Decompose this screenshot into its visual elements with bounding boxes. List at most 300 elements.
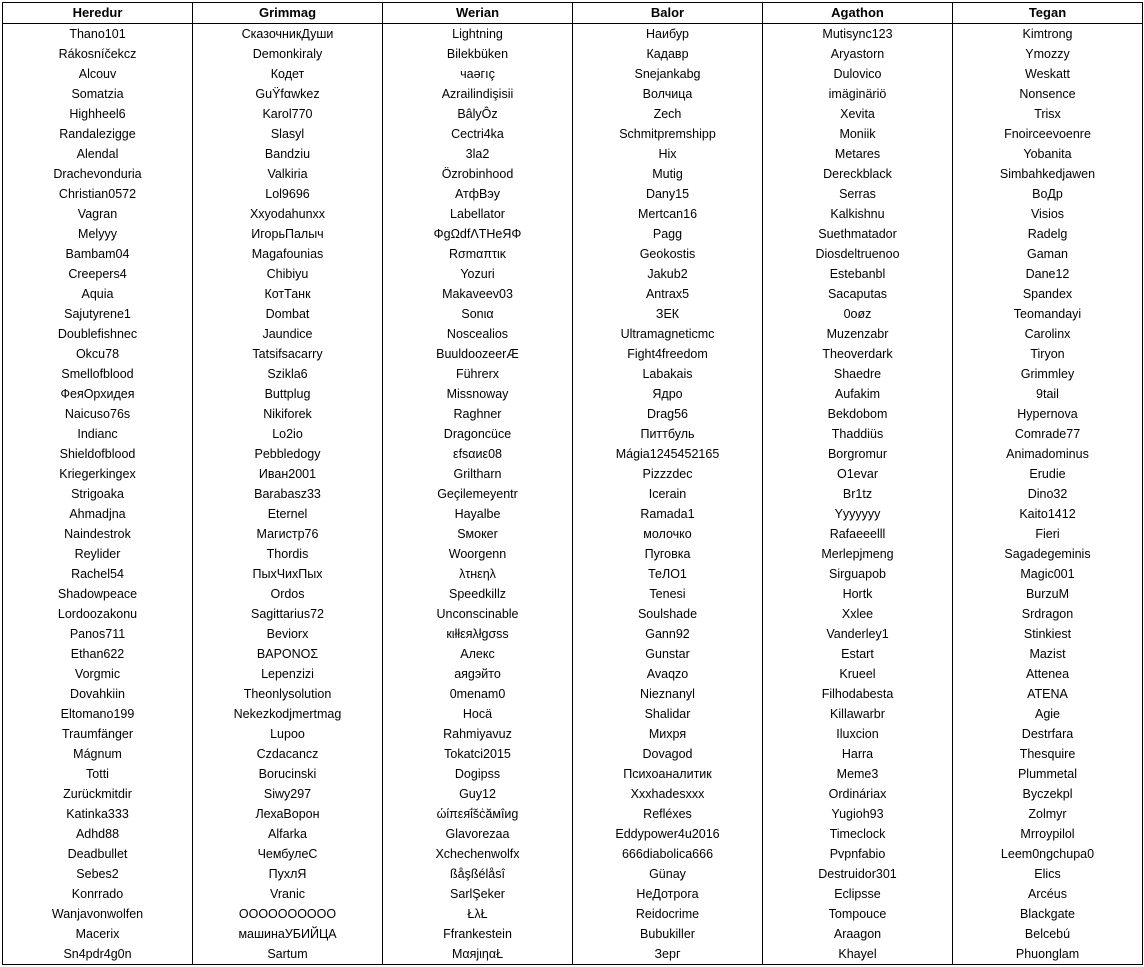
table-row <box>3 744 1143 764</box>
table-cell: Нocä <box>383 704 573 724</box>
table-cell: Beviorx <box>193 624 383 644</box>
table-cell: GuŸfαwkez <box>193 84 383 104</box>
table-cell: Buttplug <box>193 384 383 404</box>
table-cell: Nikiforek <box>193 404 383 424</box>
table-cell: Aquia <box>3 284 193 304</box>
table-cell: Alfarka <box>193 824 383 844</box>
table-cell: Shalidar <box>573 704 763 724</box>
table-cell: Glavorezaa <box>383 824 573 844</box>
table-cell: Зерг <box>573 944 763 965</box>
table-cell: Кадавр <box>573 44 763 64</box>
table-cell: Vranic <box>193 884 383 904</box>
table-cell: Aufakim <box>763 384 953 404</box>
table-cell: Destrfara <box>953 724 1143 744</box>
table-cell: Shieldofblood <box>3 444 193 464</box>
table-cell: Thaddiüs <box>763 424 953 444</box>
table-row <box>3 184 1143 204</box>
table-cell: Mazist <box>953 644 1143 664</box>
table-cell: Eternel <box>193 504 383 524</box>
table-cell: Traumfänger <box>3 724 193 744</box>
table-row <box>3 404 1143 424</box>
table-cell: Missnoway <box>383 384 573 404</box>
column-header-heredur: Heredur <box>3 3 193 24</box>
table-cell: Destruidor301 <box>763 864 953 884</box>
table-cell: ßåşßélåsî <box>383 864 573 884</box>
table-cell: ЗЕК <box>573 304 763 324</box>
table-cell: ИгорьПалыч <box>193 224 383 244</box>
table-cell: Plummetal <box>953 764 1143 784</box>
table-cell: Jaundice <box>193 324 383 344</box>
table-cell: Günay <box>573 864 763 884</box>
table-cell: Trisx <box>953 104 1143 124</box>
table-cell: Ffrankestein <box>383 924 573 944</box>
table-cell: ŁλŁ <box>383 904 573 924</box>
table-cell: Zolmyr <box>953 804 1143 824</box>
table-cell: Meme3 <box>763 764 953 784</box>
table-cell: Naindestrok <box>3 524 193 544</box>
table-cell: Diosdeltruenoo <box>763 244 953 264</box>
table-cell: Sonια <box>383 304 573 324</box>
table-cell: Melyyy <box>3 224 193 244</box>
table-cell: Nekezkodjmertmag <box>193 704 383 724</box>
table-cell: 9tail <box>953 384 1143 404</box>
table-cell: Filhodabesta <box>763 684 953 704</box>
table-cell: Chibiyu <box>193 264 383 284</box>
table-cell: Fieri <box>953 524 1143 544</box>
table-cell: Mutig <box>573 164 763 184</box>
table-cell: Ethan622 <box>3 644 193 664</box>
table-cell: Sмокеr <box>383 524 573 544</box>
table-cell: Kriegerkingex <box>3 464 193 484</box>
table-cell: Harra <box>763 744 953 764</box>
table-cell: Jakub2 <box>573 264 763 284</box>
table-row <box>3 904 1143 924</box>
table-cell: Raghner <box>383 404 573 424</box>
table-cell: Leem0ngchupa0 <box>953 844 1143 864</box>
table-cell: Iluxcion <box>763 724 953 744</box>
table-cell: Stinkiest <box>953 624 1143 644</box>
table-cell: Drachevonduria <box>3 164 193 184</box>
table-cell: Panos711 <box>3 624 193 644</box>
table-cell: аяgэйто <box>383 664 573 684</box>
table-cell: Пуговка <box>573 544 763 564</box>
table-row <box>3 144 1143 164</box>
table-row <box>3 844 1143 864</box>
table-cell: Highheel6 <box>3 104 193 124</box>
table-cell: Sartum <box>193 944 383 965</box>
table-cell: Unconscinable <box>383 604 573 624</box>
table-cell: Karol770 <box>193 104 383 124</box>
table-cell: Barabasz33 <box>193 484 383 504</box>
table-cell: Macerix <box>3 924 193 944</box>
table-cell: Mrroypilol <box>953 824 1143 844</box>
table-cell: εfsαиε08 <box>383 444 573 464</box>
table-cell: Geokostis <box>573 244 763 264</box>
table-cell: Kimtrong <box>953 24 1143 45</box>
table-cell: Rσmαπτικ <box>383 244 573 264</box>
table-cell: Arcéus <box>953 884 1143 904</box>
table-cell: Srdragon <box>953 604 1143 624</box>
table-cell: ЛехаВорон <box>193 804 383 824</box>
table-row <box>3 564 1143 584</box>
table-row <box>3 664 1143 684</box>
table-cell: Magic001 <box>953 564 1143 584</box>
table-row <box>3 84 1143 104</box>
table-cell: Labakais <box>573 364 763 384</box>
table-cell: Byczekpl <box>953 784 1143 804</box>
table-cell: ФеяОрхидея <box>3 384 193 404</box>
column-header-grimmag: Grimmag <box>193 3 383 24</box>
table-cell: Speedkillz <box>383 584 573 604</box>
table-cell: Thordis <box>193 544 383 564</box>
table-cell: Eclipsse <box>763 884 953 904</box>
table-cell: Sn4pdr4g0n <box>3 944 193 965</box>
table-cell: Sirguapob <box>763 564 953 584</box>
table-cell: Antrax5 <box>573 284 763 304</box>
table-cell: Кодет <box>193 64 383 84</box>
table-cell: Wanjavonwolfen <box>3 904 193 924</box>
table-cell: Katinka333 <box>3 804 193 824</box>
table-body <box>3 24 1143 965</box>
table-cell: O1evar <box>763 464 953 484</box>
table-cell: Geçilemeyentr <box>383 484 573 504</box>
table-cell: Yobanita <box>953 144 1143 164</box>
table-cell: 3la2 <box>383 144 573 164</box>
table-cell: imäginäriö <box>763 84 953 104</box>
table-cell: СказочникДуши <box>193 24 383 45</box>
table-cell: Theoverdark <box>763 344 953 364</box>
table-cell: Krueel <box>763 664 953 684</box>
table-cell: Ordos <box>193 584 383 604</box>
table-cell: Belcebú <box>953 924 1143 944</box>
column-header-balor: Balor <box>573 3 763 24</box>
table-row <box>3 884 1143 904</box>
table-cell: Tompouce <box>763 904 953 924</box>
table-row <box>3 204 1143 224</box>
table-row <box>3 124 1143 144</box>
table-cell: Dragoncüce <box>383 424 573 444</box>
table-cell: ВоДр <box>953 184 1143 204</box>
table-header <box>3 3 1143 24</box>
table-cell: Reidocrime <box>573 904 763 924</box>
table-cell: Spandex <box>953 284 1143 304</box>
table-row <box>3 244 1143 264</box>
table-cell: Animadominus <box>953 444 1143 464</box>
table-cell: Rákosníčekcz <box>3 44 193 64</box>
table-cell: Magafounias <box>193 244 383 264</box>
table-cell: Pebbledogy <box>193 444 383 464</box>
table-cell: Lo2io <box>193 424 383 444</box>
table-row <box>3 484 1143 504</box>
table-cell: Xxxhadesxxx <box>573 784 763 804</box>
table-cell: Drag56 <box>573 404 763 424</box>
column-header-agathon: Agathon <box>763 3 953 24</box>
table-cell: Bubukiller <box>573 924 763 944</box>
column-header-tegan: Tegan <box>953 3 1143 24</box>
table-cell: Lightning <box>383 24 573 45</box>
table-cell: Azrailindişisii <box>383 84 573 104</box>
table-cell: Snejankabg <box>573 64 763 84</box>
table-cell: Sagadegeminis <box>953 544 1143 564</box>
table-row <box>3 784 1143 804</box>
table-cell: Alendal <box>3 144 193 164</box>
table-cell: Ramada1 <box>573 504 763 524</box>
table-cell: Özrobinhood <box>383 164 573 184</box>
table-row <box>3 604 1143 624</box>
table-cell: Eddypower4u2016 <box>573 824 763 844</box>
table-cell: Pvpnfabio <box>763 844 953 864</box>
table-cell: Rafaeeelll <box>763 524 953 544</box>
table-cell: ΒΑΡΟΝΟΣ <box>193 644 383 664</box>
table-cell: Borucinski <box>193 764 383 784</box>
table-cell: Dino32 <box>953 484 1143 504</box>
table-cell: Fight4freedom <box>573 344 763 364</box>
table-row <box>3 324 1143 344</box>
table-cell: Alcouv <box>3 64 193 84</box>
table-cell: КотТанк <box>193 284 383 304</box>
table-cell: Konrrado <box>3 884 193 904</box>
table-cell: Eltomano199 <box>3 704 193 724</box>
table-cell: Naicuso76s <box>3 404 193 424</box>
table-cell: Sacaputas <box>763 284 953 304</box>
table-cell: машинаУБИЙЦА <box>193 924 383 944</box>
table-row <box>3 104 1143 124</box>
table-cell: Ultramagneticmc <box>573 324 763 344</box>
table-cell: Gann92 <box>573 624 763 644</box>
table-cell: Thesquire <box>953 744 1143 764</box>
table-cell: OOOOOOOOOO <box>193 904 383 924</box>
table-cell: Smellofblood <box>3 364 193 384</box>
table-cell: Lupoo <box>193 724 383 744</box>
table-cell: кιłłεяλłgσss <box>383 624 573 644</box>
table-cell: Deadbullet <box>3 844 193 864</box>
table-cell: Demonkiraly <box>193 44 383 64</box>
table-cell: Sebes2 <box>3 864 193 884</box>
table-cell: Icerain <box>573 484 763 504</box>
table-cell: Refléxes <box>573 804 763 824</box>
table-row <box>3 364 1143 384</box>
table-cell: Avaqzo <box>573 664 763 684</box>
table-cell: Yugioh93 <box>763 804 953 824</box>
table-cell: Xxlee <box>763 604 953 624</box>
table-cell: 666diabolica666 <box>573 844 763 864</box>
table-cell: ЧембулеС <box>193 844 383 864</box>
table-cell: Reylider <box>3 544 193 564</box>
table-cell: Agie <box>953 704 1143 724</box>
table-cell: Soulshade <box>573 604 763 624</box>
table-cell: Okcu78 <box>3 344 193 364</box>
table-cell: Shaedre <box>763 364 953 384</box>
table-cell: Yyyyyyy <box>763 504 953 524</box>
table-cell: Zurückmitdir <box>3 784 193 804</box>
table-cell: Schmitpremshipp <box>573 124 763 144</box>
table-cell: Valkiria <box>193 164 383 184</box>
names-table <box>2 2 1143 965</box>
table-cell: Dane12 <box>953 264 1143 284</box>
table-cell: Tenesi <box>573 584 763 604</box>
table-row <box>3 424 1143 444</box>
table-cell: Suethmatador <box>763 224 953 244</box>
table-cell: Thano101 <box>3 24 193 45</box>
table-cell: Dovahkiin <box>3 684 193 704</box>
table-row <box>3 624 1143 644</box>
table-row <box>3 524 1143 544</box>
table-cell: Dereckblack <box>763 164 953 184</box>
table-cell: Comrade77 <box>953 424 1143 444</box>
table-cell: Aryastorn <box>763 44 953 64</box>
table-cell: Dombat <box>193 304 383 324</box>
table-row <box>3 384 1143 404</box>
table-cell: Gaman <box>953 244 1143 264</box>
table-cell: Nonsence <box>953 84 1143 104</box>
table-cell: Estart <box>763 644 953 664</box>
table-row <box>3 764 1143 784</box>
table-row <box>3 224 1143 244</box>
table-cell: Fnoirceevoenre <box>953 124 1143 144</box>
table-cell: Christian0572 <box>3 184 193 204</box>
table-cell: Rahmiyavuz <box>383 724 573 744</box>
table-cell: BâlyÔz <box>383 104 573 124</box>
table-cell: ώίπεяΐšċăмîиg <box>383 804 573 824</box>
table-cell: Guy12 <box>383 784 573 804</box>
table-cell: Labellator <box>383 204 573 224</box>
table-cell: Pizzzdec <box>573 464 763 484</box>
table-row <box>3 304 1143 324</box>
table-cell: Carolinx <box>953 324 1143 344</box>
table-row <box>3 644 1143 664</box>
table-cell: Szikla6 <box>193 364 383 384</box>
table-cell: Vorgmic <box>3 664 193 684</box>
table-cell: Creepers4 <box>3 264 193 284</box>
table-row <box>3 464 1143 484</box>
table-cell: Attenea <box>953 664 1143 684</box>
table-cell: Иван2001 <box>193 464 383 484</box>
table-cell: АтфВэу <box>383 184 573 204</box>
table-cell: Timeclock <box>763 824 953 844</box>
column-header-werian: Werian <box>383 3 573 24</box>
table-cell: Xevita <box>763 104 953 124</box>
table-cell: ТеЛО1 <box>573 564 763 584</box>
table-cell: Metares <box>763 144 953 164</box>
table-cell: Weskatt <box>953 64 1143 84</box>
table-cell: Randalezigge <box>3 124 193 144</box>
table-row <box>3 164 1143 184</box>
table-cell: Borgromur <box>763 444 953 464</box>
table-cell: Rachel54 <box>3 564 193 584</box>
table-cell: Dulovico <box>763 64 953 84</box>
table-cell: Zech <box>573 104 763 124</box>
table-cell: BuuldoozeerÆ <box>383 344 573 364</box>
table-cell: Hortk <box>763 584 953 604</box>
table-cell: Griltharn <box>383 464 573 484</box>
table-cell: Führerx <box>383 364 573 384</box>
table-cell: Teomandayi <box>953 304 1143 324</box>
table-cell: Nieznanyl <box>573 684 763 704</box>
table-cell: Yozuri <box>383 264 573 284</box>
table-cell: Ordináriax <box>763 784 953 804</box>
table-cell: Hayalbe <box>383 504 573 524</box>
table-cell: чаәгıç <box>383 64 573 84</box>
table-cell: Hypernova <box>953 404 1143 424</box>
table-cell: Наибур <box>573 24 763 45</box>
table-cell: Shadowpeace <box>3 584 193 604</box>
table-cell: Totti <box>3 764 193 784</box>
table-row <box>3 344 1143 364</box>
table-row <box>3 584 1143 604</box>
table-cell: Михря <box>573 724 763 744</box>
table-cell: Adhd88 <box>3 824 193 844</box>
table-cell: Vanderley1 <box>763 624 953 644</box>
table-cell: молочко <box>573 524 763 544</box>
table-cell: Dany15 <box>573 184 763 204</box>
table-cell: ΦgΩdfΛTHeЯΦ <box>383 224 573 244</box>
table-cell: Doublefishnec <box>3 324 193 344</box>
table-cell: Killawarbr <box>763 704 953 724</box>
table-cell: ПыхЧихПых <box>193 564 383 584</box>
table-cell: Bandziu <box>193 144 383 164</box>
table-cell: Lepenzizi <box>193 664 383 684</box>
table-cell: λτнεηλ <box>383 564 573 584</box>
table-cell: Магистр76 <box>193 524 383 544</box>
table-cell: Strigoaka <box>3 484 193 504</box>
table-row <box>3 804 1143 824</box>
table-cell: Serras <box>763 184 953 204</box>
table-cell: Merlepjmeng <box>763 544 953 564</box>
table-cell: Ядро <box>573 384 763 404</box>
table-cell: Bekdobom <box>763 404 953 424</box>
table-row <box>3 724 1143 744</box>
table-cell: Pagg <box>573 224 763 244</box>
table-cell: Estebanbl <box>763 264 953 284</box>
table-cell: Tiryon <box>953 344 1143 364</box>
table-row <box>3 824 1143 844</box>
table-cell: Cectri4ka <box>383 124 573 144</box>
table-cell: Phuonglam <box>953 944 1143 965</box>
table-cell: Br1tz <box>763 484 953 504</box>
table-cell: Dovagod <box>573 744 763 764</box>
table-cell: Vagran <box>3 204 193 224</box>
table-cell: Mágnum <box>3 744 193 764</box>
table-cell: Xchechenwolfx <box>383 844 573 864</box>
table-cell: Radelg <box>953 224 1143 244</box>
table-cell: Ahmadjna <box>3 504 193 524</box>
table-cell: Visios <box>953 204 1143 224</box>
table-cell: Blackgate <box>953 904 1143 924</box>
table-cell: Bambam04 <box>3 244 193 264</box>
table-row <box>3 264 1143 284</box>
table-row <box>3 924 1143 944</box>
table-cell: Sajutyrene1 <box>3 304 193 324</box>
table-cell: Sagittarius72 <box>193 604 383 624</box>
table-cell: Психоаналитик <box>573 764 763 784</box>
table-cell: Xxyodahunxx <box>193 204 383 224</box>
table-row <box>3 944 1143 965</box>
table-row <box>3 544 1143 564</box>
table-cell: 0menam0 <box>383 684 573 704</box>
table-cell: MαяjιηαŁ <box>383 944 573 965</box>
table-cell: Moniik <box>763 124 953 144</box>
table-row <box>3 44 1143 64</box>
table-row <box>3 864 1143 884</box>
table-cell: ПухлЯ <box>193 864 383 884</box>
table-cell: Ymozzy <box>953 44 1143 64</box>
table-cell: Erudie <box>953 464 1143 484</box>
table-cell: ATENA <box>953 684 1143 704</box>
table-cell: Tatsifsacarry <box>193 344 383 364</box>
table-cell: Hix <box>573 144 763 164</box>
table-cell: Woorgenn <box>383 544 573 564</box>
table-row <box>3 504 1143 524</box>
